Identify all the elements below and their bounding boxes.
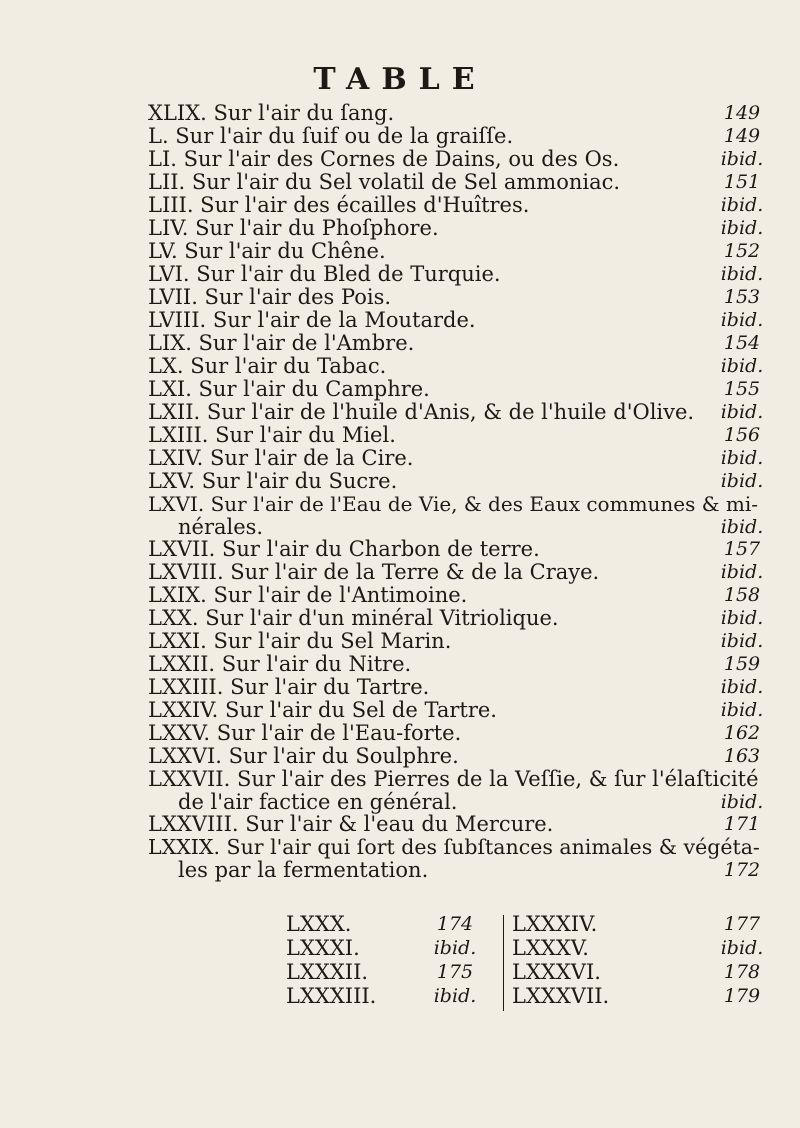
- toc-entry: [0, 332, 800, 355]
- table-of-contents: [0, 102, 800, 881]
- two-column-row: [0, 936, 800, 960]
- toc-entry-page: 158: [723, 584, 761, 606]
- toc-entry: [0, 217, 800, 240]
- left-entry-number: LXXXI.: [286, 936, 360, 960]
- toc-entry-title: LXXI. Sur l'air du Sel Marin.: [148, 629, 452, 653]
- toc-entry: [0, 286, 800, 309]
- toc-entry: [0, 102, 800, 125]
- toc-entry-title: LXIV. Sur l'air de la Cire.: [148, 446, 414, 470]
- toc-entry: [0, 125, 800, 148]
- toc-entry: [0, 676, 800, 699]
- toc-entry: [0, 607, 800, 630]
- toc-entry-page: 152: [723, 240, 761, 262]
- toc-entry-title: L. Sur l'air du ſuif ou de la graiſſe.: [148, 124, 514, 148]
- toc-entry-page: 159: [723, 653, 761, 675]
- left-entry-number: LXXXIII.: [286, 984, 377, 1008]
- toc-entry-page: ibid.: [720, 470, 764, 492]
- left-entry-number: LXXX.: [286, 912, 352, 936]
- toc-entry-title: LVI. Sur l'air du Bled de Turquie.: [148, 262, 501, 286]
- toc-entry-page: 157: [723, 538, 761, 560]
- right-entry-number: LXXXVI.: [512, 960, 601, 984]
- toc-entry: [0, 768, 800, 791]
- toc-entry-title: LXXIV. Sur l'air du Sel de Tartre.: [148, 698, 497, 722]
- toc-entry-title: LXII. Sur l'air de l'huile d'Anis, & de l'huile d'Olive.: [148, 400, 695, 424]
- right-entry-page: ibid.: [720, 937, 764, 959]
- page-header: TABLE: [313, 62, 487, 97]
- toc-entry-title: LXV. Sur l'air du Sucre.: [148, 469, 398, 493]
- toc-entry-page: ibid.: [720, 630, 764, 652]
- toc-entry-title: LXXII. Sur l'air du Nitre.: [148, 652, 412, 676]
- toc-entry-title: LVII. Sur l'air des Pois.: [148, 285, 392, 309]
- toc-entry-title: nérales.: [178, 515, 264, 539]
- toc-entry: [0, 561, 800, 584]
- bottom-two-column-list: [0, 912, 800, 1008]
- left-entry-page: 175: [436, 961, 474, 983]
- toc-entry-continuation: [0, 516, 800, 538]
- two-column-row: [0, 984, 800, 1008]
- toc-entry-page: 155: [723, 378, 761, 400]
- toc-entry-title: LXXIX. Sur l'air qui ſort des ſubſtances animales & végéta-: [148, 835, 760, 859]
- toc-entry-title: LXXV. Sur l'air de l'Eau-forte.: [148, 721, 462, 745]
- toc-entry-title: LII. Sur l'air du Sel volatil de Sel ammoniac.: [148, 170, 621, 194]
- toc-entry-title: LIV. Sur l'air du Phoſphore.: [148, 216, 439, 240]
- toc-entry: [0, 378, 800, 401]
- toc-entry-page: ibid.: [720, 217, 764, 239]
- toc-entry: [0, 355, 800, 378]
- toc-entry-continuation: [0, 859, 800, 881]
- toc-entry-title: LXXIII. Sur l'air du Tartre.: [148, 675, 430, 699]
- right-entry-page: 179: [723, 985, 761, 1007]
- toc-entry-title: LXI. Sur l'air du Camphre.: [148, 377, 430, 401]
- toc-entry: [0, 653, 800, 676]
- toc-entry-title: les par la fermentation.: [178, 858, 429, 882]
- toc-entry-page: 153: [723, 286, 761, 308]
- toc-entry-title: LIII. Sur l'air des écailles d'Huîtres.: [148, 193, 530, 217]
- toc-entry: [0, 493, 800, 516]
- toc-entry-title: XLIX. Sur l'air du ſang.: [148, 101, 395, 125]
- toc-entry-page: ibid.: [720, 355, 764, 377]
- toc-entry-title: LXIII. Sur l'air du Miel.: [148, 423, 396, 447]
- toc-entry-title: LIX. Sur l'air de l'Ambre.: [148, 331, 415, 355]
- toc-entry-page: 171: [723, 813, 761, 835]
- two-column-row: [0, 912, 800, 936]
- toc-entry: [0, 699, 800, 722]
- toc-entry-title: LV. Sur l'air du Chêne.: [148, 239, 386, 263]
- toc-entry-page: ibid.: [720, 699, 764, 721]
- toc-entry: [0, 538, 800, 561]
- toc-entry: [0, 240, 800, 263]
- toc-entry: [0, 813, 800, 836]
- toc-entry: [0, 447, 800, 470]
- toc-entry-title: LXVIII. Sur l'air de la Terre & de la Craye.: [148, 560, 600, 584]
- toc-entry-title: de l'air factice en général.: [178, 790, 458, 814]
- toc-entry: [0, 309, 800, 332]
- toc-entry: [0, 263, 800, 286]
- toc-entry-title: LXVII. Sur l'air du Charbon de terre.: [148, 537, 540, 561]
- toc-entry: [0, 584, 800, 607]
- toc-entry-title: LXXVIII. Sur l'air & l'eau du Mercure.: [148, 812, 554, 836]
- left-entry-number: LXXXII.: [286, 960, 369, 984]
- toc-entry: [0, 171, 800, 194]
- toc-entry-page: ibid.: [720, 447, 764, 469]
- right-entry-page: 178: [723, 961, 761, 983]
- toc-entry-page: ibid.: [720, 561, 764, 583]
- toc-entry-page: 172: [723, 859, 761, 881]
- toc-entry-continuation: [0, 791, 800, 813]
- left-entry-page: ibid.: [433, 985, 477, 1007]
- toc-entry-page: 151: [723, 171, 761, 193]
- toc-entry: [0, 630, 800, 653]
- right-entry-number: LXXXVII.: [512, 984, 610, 1008]
- toc-entry-page: ibid.: [720, 401, 764, 423]
- column-divider: [503, 915, 504, 1011]
- toc-entry-page: ibid.: [720, 263, 764, 285]
- toc-entry: [0, 470, 800, 493]
- toc-entry: [0, 745, 800, 768]
- toc-entry-page: 162: [723, 722, 761, 744]
- right-entry-page: 177: [723, 913, 761, 935]
- toc-entry: [0, 148, 800, 171]
- toc-entry-title: LXXVII. Sur l'air des Pierres de la Veſſie, & ſur l'élaſticité: [148, 767, 759, 791]
- toc-entry-page: ibid.: [720, 194, 764, 216]
- toc-entry-page: 156: [723, 424, 761, 446]
- toc-entry: [0, 424, 800, 447]
- toc-entry-page: ibid.: [720, 309, 764, 331]
- toc-entry-title: LXVI. Sur l'air de l'Eau de Vie, & des Eaux communes & mi-: [148, 492, 759, 516]
- toc-entry: [0, 836, 800, 859]
- toc-entry-page: ibid.: [720, 676, 764, 698]
- toc-entry: [0, 722, 800, 745]
- two-column-row: [0, 960, 800, 984]
- toc-entry: [0, 401, 800, 424]
- toc-entry-title: LI. Sur l'air des Cornes de Dains, ou des Os.: [148, 147, 620, 171]
- toc-entry-title: LXIX. Sur l'air de l'Antimoine.: [148, 583, 468, 607]
- right-entry-number: LXXXV.: [512, 936, 589, 960]
- toc-entry-title: LXXVI. Sur l'air du Soulphre.: [148, 744, 459, 768]
- toc-entry-page: 149: [723, 102, 761, 124]
- toc-entry-page: ibid.: [720, 607, 764, 629]
- toc-entry-page: 149: [723, 125, 761, 147]
- toc-entry-page: 163: [723, 745, 761, 767]
- toc-entry-title: LXX. Sur l'air d'un minéral Vitriolique.: [148, 606, 559, 630]
- left-entry-page: ibid.: [433, 937, 477, 959]
- right-entry-number: LXXXIV.: [512, 912, 598, 936]
- toc-entry-page: 154: [723, 332, 761, 354]
- toc-entry-page: ibid.: [720, 791, 764, 813]
- toc-entry-title: LX. Sur l'air du Tabac.: [148, 354, 387, 378]
- toc-entry: [0, 194, 800, 217]
- left-entry-page: 174: [436, 913, 474, 935]
- toc-entry-page: ibid.: [720, 516, 764, 538]
- toc-entry-page: ibid.: [720, 148, 764, 170]
- toc-entry-title: LVIII. Sur l'air de la Moutarde.: [148, 308, 476, 332]
